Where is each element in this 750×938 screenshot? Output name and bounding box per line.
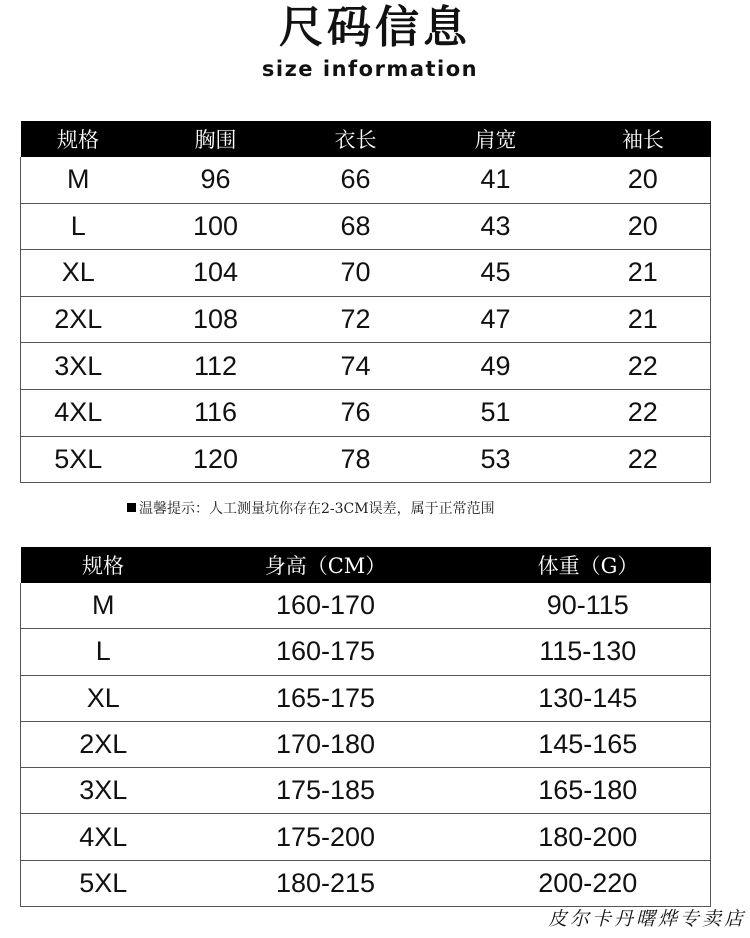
shoulder-cell: 41	[416, 157, 576, 203]
chest-cell: 96	[136, 157, 296, 203]
height-cell: 170-180	[186, 721, 466, 767]
table-row	[21, 675, 711, 721]
table-header-row	[21, 121, 711, 157]
chest-cell: 100	[136, 203, 296, 250]
shoulder-cell: 43	[416, 203, 576, 250]
size-cell: L	[21, 203, 136, 250]
size-cell: 5XL	[21, 436, 136, 483]
weight-cell: 145-165	[466, 721, 711, 767]
size-cell: L	[21, 629, 186, 675]
length-cell: 74	[296, 343, 416, 390]
table-row	[21, 860, 711, 906]
sleeve-cell: 21	[576, 296, 711, 343]
chest-cell: 112	[136, 343, 296, 390]
table-row	[21, 629, 711, 675]
sleeve-cell: 20	[576, 157, 711, 203]
size-cell: 5XL	[21, 860, 186, 906]
height-cell: 175-200	[186, 814, 466, 860]
sleeve-cell: 22	[576, 389, 711, 436]
note-text: 温馨提示：人工测量坑你存在2-3CM误差，属于正常范围	[139, 501, 495, 517]
column-header-weight: 体重（G）	[537, 554, 639, 578]
height-cell: 160-175	[186, 629, 466, 675]
column-header-chest: 胸围	[194, 128, 237, 152]
sleeve-cell: 20	[576, 203, 711, 250]
size-cell: 4XL	[21, 389, 136, 436]
length-cell: 68	[296, 203, 416, 250]
shoulder-cell: 51	[416, 389, 576, 436]
garment-size-table	[20, 121, 711, 483]
column-header-sleeve: 袖长	[622, 128, 664, 152]
column-header-size: 规格	[57, 128, 99, 152]
length-cell: 66	[296, 157, 416, 203]
shoulder-cell: 45	[416, 250, 576, 297]
size-cell: 2XL	[21, 721, 186, 767]
page-subtitle: size information	[261, 57, 479, 81]
column-header-height: 身高（CM）	[264, 554, 387, 578]
sleeve-cell: 22	[576, 343, 711, 390]
table-row	[21, 583, 711, 629]
height-cell: 165-175	[186, 675, 466, 721]
shoulder-cell: 49	[416, 343, 576, 390]
sleeve-cell: 22	[576, 436, 711, 483]
table-row	[21, 343, 711, 390]
table-row	[21, 436, 711, 483]
chest-cell: 116	[136, 389, 296, 436]
length-cell: 72	[296, 296, 416, 343]
size-cell: 3XL	[21, 343, 136, 390]
page-title: 尺码信息	[279, 2, 471, 53]
weight-cell: 130-145	[466, 675, 711, 721]
size-cell: XL	[21, 675, 186, 721]
square-bullet-icon	[127, 503, 136, 512]
shoulder-cell: 53	[416, 436, 576, 483]
column-header-size: 规格	[82, 554, 124, 578]
table-row	[21, 814, 711, 860]
height-cell: 160-170	[186, 583, 466, 629]
chest-cell: 104	[136, 250, 296, 297]
size-cell: XL	[21, 250, 136, 297]
weight-cell: 165-180	[466, 768, 711, 814]
table-row	[21, 203, 711, 250]
measurement-note	[127, 499, 495, 519]
table-row	[21, 296, 711, 343]
chest-cell: 108	[136, 296, 296, 343]
store-name: 皮尔卡丹曙烨专卖店	[547, 908, 746, 930]
height-cell: 175-185	[186, 768, 466, 814]
size-cell: 2XL	[21, 296, 136, 343]
body-size-table	[20, 547, 711, 907]
sleeve-cell: 21	[576, 250, 711, 297]
weight-cell: 115-130	[466, 629, 711, 675]
size-cell: 3XL	[21, 768, 186, 814]
size-cell: M	[21, 583, 186, 629]
weight-cell: 180-200	[466, 814, 711, 860]
height-cell: 180-215	[186, 860, 466, 906]
table-row	[21, 768, 711, 814]
table-row	[21, 721, 711, 767]
length-cell: 70	[296, 250, 416, 297]
column-header-length: 衣长	[334, 128, 377, 152]
length-cell: 76	[296, 389, 416, 436]
table-row	[21, 389, 711, 436]
weight-cell: 200-220	[466, 860, 711, 906]
chest-cell: 120	[136, 436, 296, 483]
table-row	[21, 157, 711, 203]
weight-cell: 90-115	[466, 583, 711, 629]
shoulder-cell: 47	[416, 296, 576, 343]
table-header-row	[21, 547, 711, 583]
length-cell: 78	[296, 436, 416, 483]
table-row	[21, 250, 711, 297]
size-cell: M	[21, 157, 136, 203]
column-header-shoulder: 肩宽	[474, 128, 517, 152]
size-cell: 4XL	[21, 814, 186, 860]
